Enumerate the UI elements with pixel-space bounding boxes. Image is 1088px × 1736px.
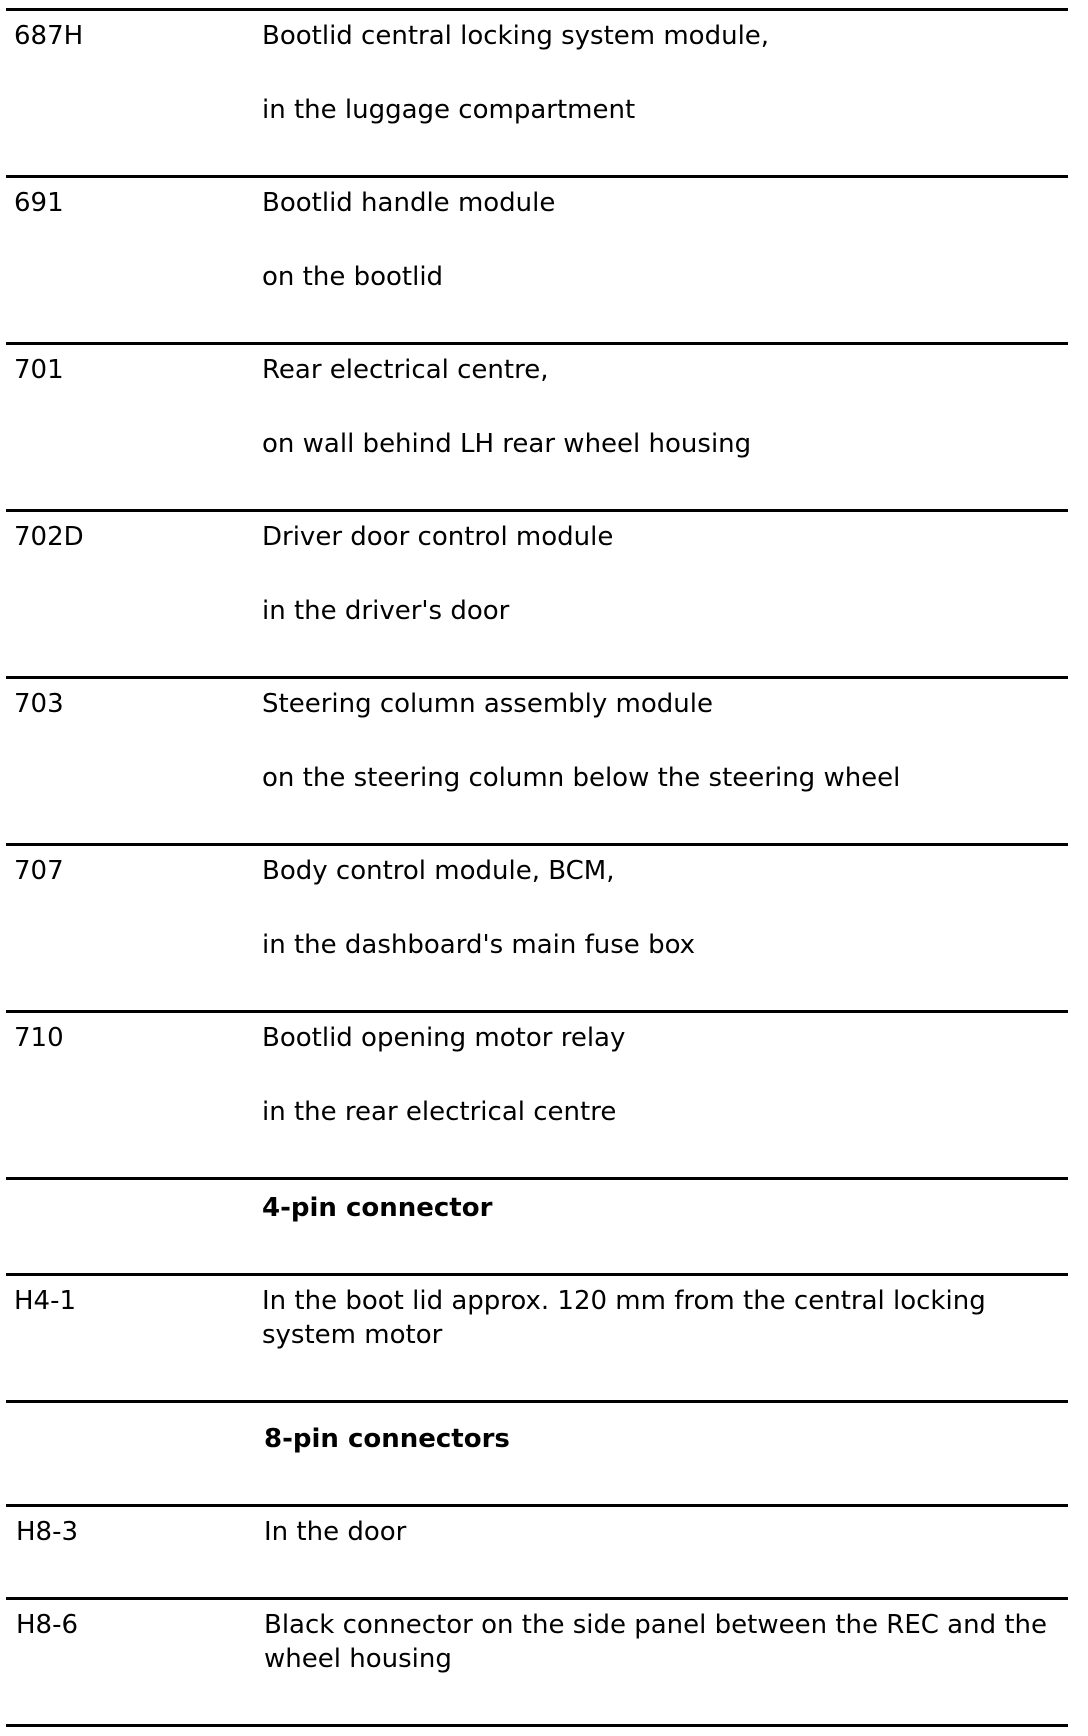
- section-heading: 8-pin connectors: [264, 1424, 510, 1454]
- row-divider: [6, 1177, 1068, 1180]
- component-code: 691: [14, 188, 64, 218]
- component-code: 702D: [14, 522, 84, 552]
- row-divider: [6, 1010, 1068, 1013]
- row-divider: [6, 8, 1068, 11]
- row-divider: [6, 1724, 1068, 1727]
- connector-location: In the boot lid approx. 120 mm from the central locking system motor: [262, 1286, 986, 1350]
- row-divider: [6, 1504, 1068, 1507]
- component-name: Steering column assembly module: [262, 689, 713, 719]
- connector-location: In the door: [264, 1517, 407, 1547]
- component-location: in the driver's door: [262, 596, 510, 626]
- row-divider: [6, 1597, 1068, 1600]
- component-name: Bootlid opening motor relay: [262, 1023, 626, 1053]
- connector-code: H8-3: [16, 1517, 79, 1547]
- section-heading: 4-pin connector: [262, 1193, 493, 1223]
- component-code: 701: [14, 355, 64, 385]
- component-name: Driver door control module: [262, 522, 614, 552]
- connector-code: H8-6: [16, 1610, 79, 1640]
- component-location: in the luggage compartment: [262, 95, 636, 125]
- row-divider: [6, 1400, 1068, 1403]
- connector-code: H4-1: [14, 1286, 77, 1316]
- connector-location: Black connector on the side panel between the REC and the wheel housing: [264, 1610, 1048, 1674]
- component-code: 707: [14, 856, 64, 886]
- row-divider: [6, 1273, 1068, 1276]
- row-divider: [6, 342, 1068, 345]
- component-code: 703: [14, 689, 64, 719]
- component-code: 687H: [14, 21, 84, 51]
- row-divider: [6, 509, 1068, 512]
- component-name: Bootlid handle module: [262, 188, 556, 218]
- component-location: on wall behind LH rear wheel housing: [262, 429, 752, 459]
- component-location: in the dashboard's main fuse box: [262, 930, 696, 960]
- component-name: Bootlid central locking system module,: [262, 21, 770, 51]
- component-name: Body control module, BCM,: [262, 856, 615, 886]
- row-divider: [6, 175, 1068, 178]
- component-code: 710: [14, 1023, 64, 1053]
- component-location: in the rear electrical centre: [262, 1097, 617, 1127]
- component-name: Rear electrical centre,: [262, 355, 549, 385]
- component-location: on the steering column below the steering wheel: [262, 763, 901, 793]
- row-divider: [6, 676, 1068, 679]
- row-divider: [6, 843, 1068, 846]
- component-location: on the bootlid: [262, 262, 444, 292]
